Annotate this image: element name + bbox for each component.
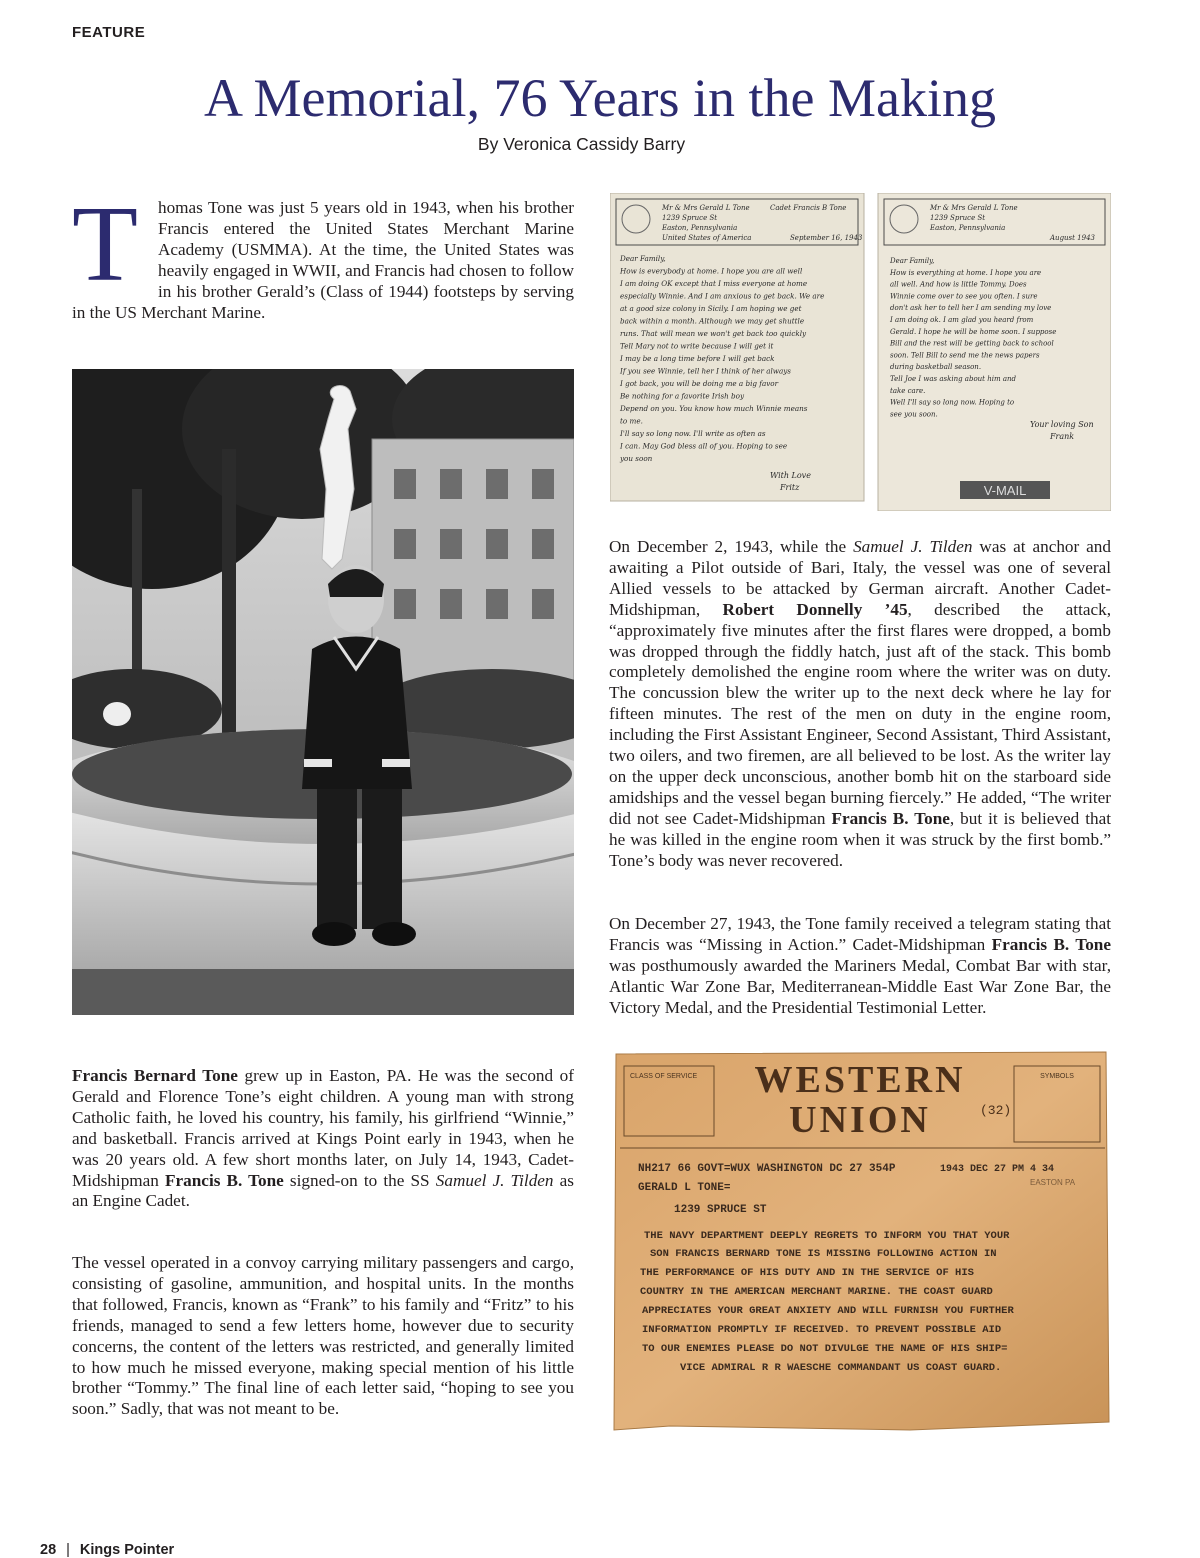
right-sign-2: Frank (1050, 432, 1075, 441)
article-title: A Memorial, 76 Years in the Making (204, 68, 996, 128)
left-letter-line-3: I am doing OK except that I miss everyone at home (620, 279, 808, 288)
donnelly-name: Robert Donnelly ’45 (722, 599, 908, 619)
telegram-stamp: 1943 DEC 27 PM 4 34 (940, 1164, 1055, 1175)
left-letter-line-4: especially Winnie. And I am anxious to get back. We are (620, 291, 825, 301)
page-number: 28 (40, 1542, 57, 1558)
right-letter-line-8: Bill and the rest will be getting back to school (890, 339, 1054, 348)
left-letter-line-9: I may be a long time before I will get back (620, 354, 775, 363)
right-letter-line-9: soon. Tell Bill to send me the news papers (890, 351, 1040, 360)
photo-boy-image (72, 369, 574, 1015)
left-letter-line-2: How is everybody at home. I hope you are all well (620, 266, 803, 276)
left-letter-line-17: you soon (620, 454, 653, 463)
tone-name-2: Francis B. Tone (991, 934, 1111, 954)
right-letter-line-12: take care. (890, 386, 926, 395)
right-address-2: 1239 Spruce St (930, 214, 986, 222)
left-letter-line-7: runs. That will mean we won't get back too quickly (620, 329, 807, 338)
telegram-line-2: GERALD L TONE= (638, 1182, 731, 1194)
telegram-line-5: SON FRANCIS BERNARD TONE IS MISSING FOLLOWING ACTION IN (650, 1248, 997, 1260)
telegram-line-9: INFORMATION PROMPTLY IF RECEIVED. TO PREVENT POSSIBLE AID (642, 1324, 1002, 1336)
convoy-paragraph (72, 1253, 574, 1420)
telegram-line-3: 1239 SPRUCE ST (674, 1204, 767, 1216)
left-letter-line-6: back within a month. Although we may get shuttle (620, 316, 805, 326)
right-letter-line-10: during basketball season. (890, 363, 982, 372)
right-date: August 1943 (1050, 234, 1095, 242)
left-sign-1: With Love (770, 471, 811, 480)
page-footer (40, 1542, 174, 1558)
left-letter-line-12: Be nothing for a favorite Irish boy (620, 391, 745, 401)
right-sign-1: Your loving Son (1030, 420, 1094, 429)
left-letter-line-15: I'll say so long now. I'll write as often as (620, 429, 766, 438)
left-letter-line-16: I can. May God bless all of you. Hoping to see (620, 441, 788, 451)
western-union-brand-1: WESTERN (754, 1059, 966, 1101)
right-letter-line-13: Well I'll say so long now. Hoping to (890, 398, 1015, 407)
attack-text-4: , but it is believed that he was killed in the engine room when it was struck by the first bomb.” Tone’s body was never recovered. (609, 808, 1111, 870)
telegram-line-4: THE NAVY DEPARTMENT DEEPLY REGRETS TO INFORM YOU THAT YOUR (644, 1230, 1010, 1242)
class-of-service-label: CLASS OF SERVICE (630, 1073, 698, 1080)
right-address-3: Easton, Pennsylvania (930, 224, 1006, 232)
western-union-brand-2: UNION (789, 1099, 931, 1141)
attack-text-3: , described the attack, “approximately five minutes after the first flares were dropped, a bomb was dropped through the fiddly hatch, just aft of the stack. This bomb completely demolished the engine room where the writer was on duty. The concussion blew the writer up to the next deck where he lay for fifteen minutes. The rest of the men on duty in the engine room, including the First Assistant Engineer, Second Assistant, Third Assistant, two oilers, and two firemen, are all believed to be lost. As the writer lay on the upper deck unconscious, another bomb hit on the starboard side amidships and the vessel began burning fiercely.” He added, “The writer did not see Cadet-Midshipman (609, 599, 1111, 828)
drop-cap: T (72, 185, 138, 304)
vmail-label: V-MAIL (983, 483, 1027, 498)
right-letter-line-4: Winnie come over to see you often. I sure (890, 292, 1038, 301)
left-letter-line-11: I got back, you will be doing me a big favor (620, 379, 779, 388)
telegram-image (610, 1050, 1111, 1432)
left-address-3: Easton, Pennsylvania (662, 224, 738, 232)
photo-boy-at-fountain (72, 369, 574, 1015)
bio-text-1: grew up in Easton, PA. He was the second of Gerald and Florence Tone’s eight children. A young man with strong Catholic faith, he loved his country, his family, his girlfriend “Winnie,” and basketball. Francis arrived at Kings Point early in 1943, when he was 20 years old. A few short months later, on July 14, 1943, Cadet-Midshipman (72, 1066, 574, 1190)
footer-separator: | (66, 1542, 70, 1558)
right-address-1: Mr & Mrs Gerald L Tone (930, 204, 1018, 212)
left-address-1: Mr & Mrs Gerald L Tone (662, 204, 750, 212)
photo-vmail-letters (610, 193, 1111, 511)
left-letter-line-8: Tell Mary not to write because I will get it (620, 341, 774, 351)
attack-paragraph (609, 537, 1111, 872)
right-letter-line-7: Gerald. I hope he will be home soon. I suppose (890, 327, 1057, 336)
name-bold: Francis Bernard Tone (72, 1066, 238, 1085)
tone-name: Francis B. Tone (831, 808, 950, 828)
photo-western-union-telegram (610, 1050, 1111, 1432)
telegram-line-10: TO OUR ENEMIES PLEASE DO NOT DIVULGE THE NAME OF HIS SHIP= (642, 1343, 1008, 1355)
left-letter-line-13: Depend on you. You know how much Winnie means (620, 404, 808, 413)
left-sign-2: Fritz (780, 483, 800, 492)
bio-text-3: as an Engine Cadet. (72, 1170, 574, 1211)
right-letter-line-6: I am doing ok. I am glad you heard from (890, 316, 1034, 324)
left-letter-line-10: If you see Winnie, tell her I think of her always (620, 366, 791, 376)
bio-paragraph (72, 1066, 574, 1212)
right-letter-line-5: don't ask her to tell her I am sending my love (890, 304, 1052, 313)
byline: By Veronica Cassidy Barry (477, 134, 686, 154)
symbols-label: SYMBOLS (1040, 1073, 1074, 1080)
telegram-line-1: NH217 66 GOVT=WUX WASHINGTON DC 27 354P (638, 1163, 896, 1175)
convoy-text: The vessel operated in a convoy carrying military passengers and cargo, consisting of gasoline, ammunition, and hospital units. In the months that followed, Francis, known as “Frank” to his family and “Fritz” to his friends, managed to send a few letters home, however due to security concerns, the content of the letters was restricted, and generally limited to how much he missed everyone, making special mention of his little brother “Tommy.” The final line of each letter said, “hoping to see you soon.” Sadly, that was not meant to be. (72, 1253, 574, 1419)
intro-paragraph (72, 185, 574, 323)
telegram-line-6: THE PERFORMANCE OF HIS DUTY AND IN THE SERVICE OF HIS (640, 1267, 974, 1279)
left-address-4: United States of America (662, 234, 752, 242)
left-address-2: 1239 Spruce St (662, 214, 718, 222)
right-letter-line-14: see you soon. (890, 410, 938, 419)
right-letter-line-2: How is everything at home. I hope you are (890, 268, 1042, 277)
ship-name: Samuel J. Tilden (435, 1170, 554, 1190)
bio-text-2: signed-on to the SS (283, 1170, 436, 1190)
telegram-code: (32) (980, 1103, 1012, 1118)
right-letter-line-1: Dear Family, (890, 257, 935, 265)
left-date: September 16, 1943 (790, 234, 863, 242)
left-from: Cadet Francis B Tone (770, 204, 847, 212)
right-letter-line-3: all well. And how is little Tommy. Does (890, 280, 1027, 289)
intro-text: homas Tone was just 5 years old in 1943, when his brother Francis entered the United States Merchant Marine Academy (USMMA). At the time, the United States was heavily engaged in WWII, and Francis had chosen to follow in his brother Gerald’s (Class of 1944) footsteps by serving in the US Merchant Marine. (72, 198, 574, 322)
telegram-line-7: COUNTRY IN THE AMERICAN MERCHANT MARINE. THE COAST GUARD (640, 1286, 993, 1298)
left-letter-line-5: at a good size colony in Sicily. I am hoping we get (620, 304, 802, 313)
telegram-paragraph (609, 914, 1111, 1019)
telegram-text-1: On December 27, 1943, the Tone family received a telegram stating that Francis was “Missing in Action.” Cadet-Midshipman (609, 914, 1111, 954)
left-letter-line-14: to me. (620, 416, 643, 426)
left-letter-line-1: Dear Family, (620, 254, 666, 263)
attack-text-1: On December 2, 1943, while the (609, 537, 854, 556)
publication-name: Kings Pointer (79, 1542, 175, 1558)
telegram-place: EASTON PA (1030, 1178, 1076, 1187)
ship-name-2: Samuel J. Tilden (853, 537, 973, 556)
attack-text-2: was at anchor and awaiting a Pilot outside of Bari, Italy, the vessel was one of several Allied vessels to be attacked by German aircraft. Another Cadet-Midshipman, (609, 537, 1111, 619)
telegram-line-8: APPRECIATES YOUR GREAT ANXIETY AND WILL FURNISH YOU FURTHER (642, 1305, 1014, 1317)
name-bold-2: Francis B. Tone (165, 1170, 284, 1190)
right-letter-line-11: Tell Joe I was asking about him and (890, 375, 1016, 383)
telegram-line-11: VICE ADMIRAL R R WAESCHE COMMANDANT US COAST GUARD. (680, 1362, 1002, 1374)
section-label: FEATURE (72, 24, 146, 41)
vmail-image (610, 193, 1111, 511)
telegram-text-2: was posthumously awarded the Mariners Medal, Combat Bar with star, Atlantic War Zone Bar, Mediterranean-Middle East War Zone Bar, the Victory Medal, and the Presidential Testimonial Letter. (609, 955, 1111, 1017)
